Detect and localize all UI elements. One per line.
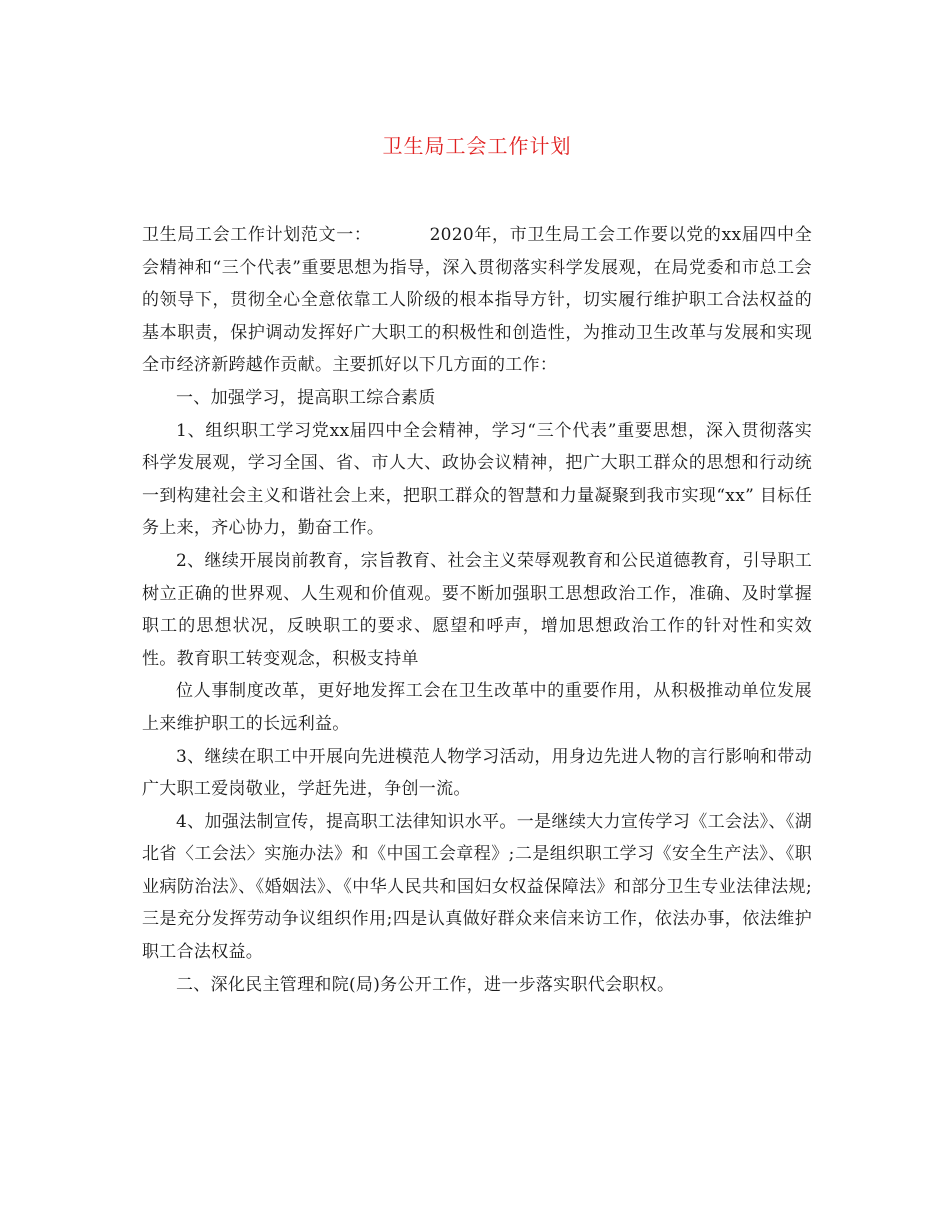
intro-paragraph — [142, 219, 812, 382]
document-body — [142, 219, 812, 1001]
document-title: 卫生局工会工作计划 — [382, 134, 572, 158]
intro-text: 2020年，市卫生局工会工作要以党的xx届四中全会精神和“三个代表”重要思想为指导，深入贯彻落实科学发展观，在局党委和市总工会的领导下，贯彻全心全意依靠工人阶级的根本指导方针，切实履行维护职工合法权益的基本职责，保护调动发挥好广大职工的积极性和创造性，为推动卫生改革与发展和实现全市经济新跨越作贡献。主要抓好以下几方面的工作： — [142, 225, 813, 376]
paragraph-item-2-continued: 位人事制度改革，更好地发挥工会在卫生改革中的重要作用，从积极推动单位发展上来维护职工的长远利益。 — [142, 681, 812, 734]
section-heading-study: 一、加强学习，提高职工综合素质 — [176, 387, 436, 408]
paragraph-item-2: 2、继续开展岗前教育，宗旨教育、社会主义荣辱观教育和公民道德教育，引导职工树立正确的世界观、人生观和价值观。要不断加强职工思想政治工作，准确、及时掌握职工的思想状况，反映职工的要求、愿望和呼声，增加思想政治工作的针对性和实效性。教育职工转变观念，积极支持单 — [142, 550, 812, 669]
paragraph-item-1: 1、组织职工学习党xx届四中全会精神，学习“三个代表”重要思想，深入贯彻落实科学发展观，学习全国、省、市人大、政协会议精神，把广大职工群众的思想和行动统一到构建社会主义和谐社会上来，把职工群众的智慧和力量凝聚到我市实现“xx” 目标任务上来，齐心协力，勤奋工作。 — [142, 420, 812, 539]
intro-label: 卫生局工会工作计划范文一： — [142, 225, 372, 245]
paragraph-item-3: 3、继续在职工中开展向先进模范人物学习活动，用身边先进人物的言行影响和带动广大职工爱岗敬业，学赶先进，争创一流。 — [142, 746, 812, 800]
paragraph-item-4: 4、加强法制宣传，提高职工法律知识水平。一是继续大力宣传学习《工会法》、《湖北省〈工会法〉实施办法》和《中国工会章程》;二是组织职工学习《安全生产法》、《职业病防治法》、《婚姻法》、《中华人民共和国妇女权益保障法》和部分卫生专业法律法规;三是充分发挥劳动争议组织作用;四是认真做好群众来信来访工作，依法办事，依法维护职工合法权益。 — [142, 811, 812, 963]
section-heading-democracy: 二、深化民主管理和院(局)务公开工作，进一步落实职代会职权。 — [176, 974, 675, 995]
